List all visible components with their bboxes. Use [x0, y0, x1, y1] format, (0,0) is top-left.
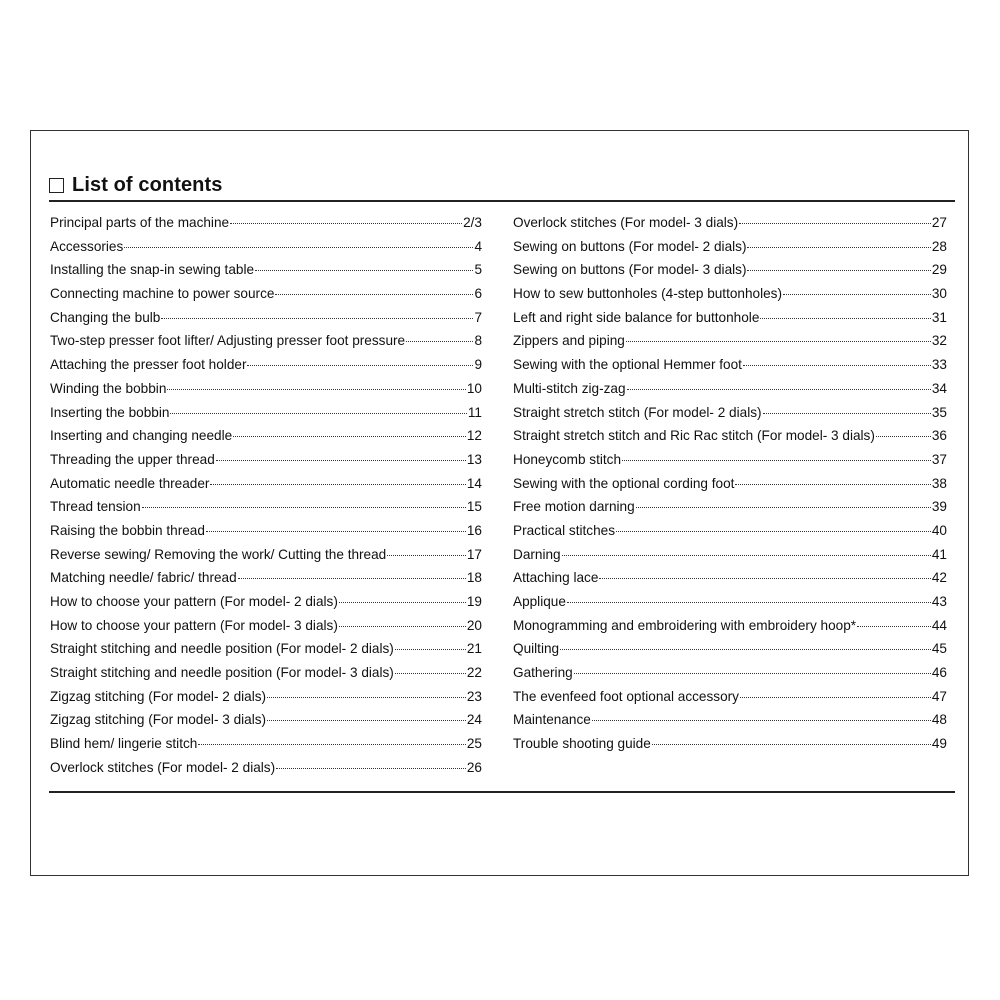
- dot-leader: [652, 744, 931, 745]
- dot-leader: [124, 247, 473, 248]
- toc-entry: [513, 495, 947, 519]
- toc-entry: [513, 637, 947, 661]
- toc-entry: [50, 732, 482, 756]
- toc-entry: [50, 661, 482, 685]
- toc-entry-label: Honeycomb stitch: [513, 451, 622, 467]
- toc-entry-label: Sewing with the optional Hemmer foot: [513, 357, 742, 373]
- toc-entry-page: 11: [467, 404, 482, 420]
- toc-entry: [50, 401, 482, 425]
- toc-entry-label: Sewing on buttons (For model- 3 dials): [513, 262, 747, 278]
- toc-entry-label: Principal parts of the machine: [50, 215, 230, 230]
- toc-entry-label: Practical stitches: [513, 522, 615, 538]
- title-divider: [49, 200, 955, 202]
- toc-entry: [513, 377, 947, 401]
- toc-entry-label: Trouble shooting guide: [513, 736, 651, 752]
- toc-entry-page: 32: [931, 333, 947, 349]
- toc-entry: [50, 306, 482, 330]
- toc-entry-page: 38: [931, 475, 947, 491]
- toc-entry-label: Straight stretch stitch and Ric Rac stitch (For model- 3 dials): [513, 428, 875, 444]
- toc-entry-label: Straight stretch stitch (For model- 2 dials): [513, 404, 762, 420]
- toc-entry: [513, 519, 947, 543]
- dot-leader: [267, 697, 466, 698]
- toc-entry: [513, 211, 947, 235]
- toc-entry-page: 25: [466, 736, 482, 752]
- dot-leader: [876, 436, 931, 437]
- dot-leader: [760, 318, 931, 319]
- toc-entry: [50, 377, 482, 401]
- toc-entry: [50, 519, 482, 543]
- toc-entry-page: 24: [466, 712, 482, 728]
- toc-entry-page: 42: [931, 570, 947, 586]
- toc-entry: [50, 211, 482, 235]
- dot-leader: [567, 602, 931, 603]
- dot-leader: [170, 413, 466, 414]
- toc-entry-page: 35: [931, 404, 947, 420]
- toc-entry-page: 10: [466, 380, 482, 396]
- dot-leader: [562, 555, 931, 556]
- dot-leader: [233, 436, 466, 437]
- toc-entry: [513, 329, 947, 353]
- toc-entry-label: Zippers and piping: [513, 333, 625, 349]
- toc-entry-page: 31: [931, 309, 947, 325]
- toc-entry: [513, 661, 947, 685]
- toc-entry-page: 44: [931, 617, 947, 633]
- dot-leader: [142, 507, 466, 508]
- toc-entry: [50, 235, 482, 259]
- toc-entry-label: Two-step presser foot lifter/ Adjusting presser foot pressure: [50, 333, 406, 349]
- toc-entry-page: 16: [466, 522, 482, 538]
- dot-leader: [161, 318, 473, 319]
- dot-leader: [230, 223, 462, 224]
- toc-entry-page: 37: [931, 451, 947, 467]
- toc-entry-label: Matching needle/ fabric/ thread: [50, 570, 237, 586]
- toc-entry-page: 23: [466, 688, 482, 704]
- toc-entry-label: Overlock stitches (For model- 2 dials): [50, 759, 276, 775]
- dot-leader: [616, 531, 931, 532]
- toc-entry: [50, 614, 482, 638]
- toc-entry: [50, 258, 482, 282]
- dot-leader: [857, 626, 931, 627]
- dot-leader: [627, 389, 931, 390]
- toc-entry-page: 49: [931, 736, 947, 752]
- toc-entry-page: 47: [931, 688, 947, 704]
- dot-leader: [626, 341, 931, 342]
- toc-entry-label: Zigzag stitching (For model- 3 dials): [50, 712, 267, 728]
- toc-entry-page: 19: [466, 594, 482, 609]
- toc-entry: [50, 424, 482, 448]
- toc-entry-label: Applique: [513, 594, 566, 609]
- toc-entry-label: Straight stitching and needle position (For model- 2 dials): [50, 641, 394, 657]
- toc-entry-page: 48: [931, 712, 947, 728]
- toc-entry-page: 12: [466, 428, 482, 444]
- dot-leader: [167, 389, 465, 390]
- dot-leader: [763, 413, 931, 414]
- toc-entry: [513, 448, 947, 472]
- toc-entry: [513, 258, 947, 282]
- toc-entry: [513, 424, 947, 448]
- toc-entry-label: Sewing with the optional cording foot: [513, 475, 735, 491]
- toc-entry-page: 28: [931, 238, 947, 254]
- toc-entry-label: Left and right side balance for buttonhole: [513, 309, 760, 325]
- toc-entry: [513, 543, 947, 567]
- dot-leader: [747, 247, 930, 248]
- toc-entry: [50, 329, 482, 353]
- dot-leader: [275, 294, 473, 295]
- toc-entry-label: Darning: [513, 546, 561, 562]
- dot-leader: [206, 531, 466, 532]
- dot-leader: [267, 720, 466, 721]
- toc-entry: [513, 614, 947, 638]
- dot-leader: [560, 649, 931, 650]
- toc-entry: [50, 756, 482, 780]
- toc-entry-page: 26: [466, 759, 482, 775]
- toc-entry-page: 33: [931, 357, 947, 373]
- toc-entry-label: Multi-stitch zig-zag: [513, 380, 626, 396]
- toc-entry: [513, 732, 947, 756]
- dot-leader: [574, 673, 931, 674]
- toc-entry-label: Thread tension: [50, 499, 141, 515]
- toc-entry-page: 4: [474, 238, 482, 254]
- toc-entry-label: Reverse sewing/ Removing the work/ Cutting the thread: [50, 546, 387, 562]
- toc-entry: [50, 685, 482, 709]
- dot-leader: [636, 507, 931, 508]
- toc-entry-page: 6: [474, 286, 482, 302]
- toc-entry: [513, 590, 947, 614]
- toc-entry: [50, 282, 482, 306]
- toc-entry-label: Quilting: [513, 641, 560, 657]
- toc-entry-page: 13: [466, 451, 482, 467]
- dot-leader: [395, 649, 466, 650]
- toc-entry-page: 34: [931, 380, 947, 396]
- toc-entry: [50, 566, 482, 590]
- dot-leader: [198, 744, 466, 745]
- toc-entry-page: 43: [931, 594, 947, 609]
- toc-entry-label: Overlock stitches (For model- 3 dials): [513, 215, 739, 230]
- toc-entry-page: 30: [931, 286, 947, 302]
- toc-entry: [50, 448, 482, 472]
- toc-entry: [50, 637, 482, 661]
- toc-entry-label: How to sew buttonholes (4-step buttonholes): [513, 286, 783, 302]
- contents-column-left: [50, 211, 482, 780]
- bottom-divider: [49, 791, 955, 793]
- toc-entry-page: 18: [466, 570, 482, 586]
- toc-entry: [513, 306, 947, 330]
- toc-entry-label: The evenfeed foot optional accessory: [513, 688, 739, 704]
- toc-entry-page: 41: [931, 546, 947, 562]
- toc-entry-page: 9: [474, 357, 482, 373]
- title-row: [49, 172, 223, 198]
- dot-leader: [387, 555, 466, 556]
- toc-entry-page: 20: [466, 617, 482, 633]
- toc-entry-page: 21: [466, 641, 482, 657]
- toc-entry-page: 40: [931, 522, 947, 538]
- toc-entry-label: Connecting machine to power source: [50, 286, 275, 302]
- toc-entry-page: 45: [931, 641, 947, 657]
- dot-leader: [599, 578, 930, 579]
- toc-entry-label: Attaching the presser foot holder: [50, 357, 247, 373]
- checkbox-square-icon: [49, 178, 64, 193]
- page-title: List of contents: [72, 173, 223, 196]
- toc-entry: [513, 566, 947, 590]
- dot-leader: [592, 720, 931, 721]
- toc-entry: [50, 495, 482, 519]
- toc-entry-page: 36: [931, 428, 947, 444]
- toc-entry: [513, 685, 947, 709]
- toc-entry-label: Free motion darning: [513, 499, 635, 515]
- dot-leader: [210, 484, 465, 485]
- dot-leader: [395, 673, 466, 674]
- toc-entry-label: Automatic needle threader: [50, 475, 210, 491]
- toc-entry-label: Accessories: [50, 238, 124, 254]
- toc-entry-page: 17: [466, 546, 482, 562]
- toc-entry-label: Monogramming and embroidering with embroidery hoop*: [513, 617, 857, 633]
- dot-leader: [739, 223, 931, 224]
- toc-entry-page: 5: [474, 262, 482, 278]
- toc-entry: [513, 401, 947, 425]
- toc-entry-label: Threading the upper thread: [50, 451, 215, 467]
- toc-entry-label: How to choose your pattern (For model- 3 dials): [50, 617, 338, 633]
- toc-entry: [513, 708, 947, 732]
- dot-leader: [740, 697, 931, 698]
- toc-entry-label: Straight stitching and needle position (For model- 3 dials): [50, 665, 394, 681]
- dot-leader: [783, 294, 931, 295]
- toc-entry: [513, 472, 947, 496]
- toc-entry-label: Changing the bulb: [50, 309, 161, 325]
- toc-entry-page: 39: [931, 499, 947, 515]
- dot-leader: [406, 341, 473, 342]
- toc-entry-page: 22: [466, 665, 482, 681]
- toc-entry-page: 8: [474, 333, 482, 349]
- toc-entry: [513, 235, 947, 259]
- toc-entry-page: 2/3: [463, 215, 482, 230]
- toc-entry-page: 27: [931, 215, 947, 230]
- toc-entry-label: Zigzag stitching (For model- 2 dials): [50, 688, 267, 704]
- toc-entry-label: Winding the bobbin: [50, 380, 167, 396]
- toc-entry-label: How to choose your pattern (For model- 2 dials): [50, 594, 338, 609]
- dot-leader: [339, 602, 466, 603]
- dot-leader: [247, 365, 473, 366]
- toc-entry: [513, 353, 947, 377]
- dot-leader: [747, 270, 930, 271]
- toc-entry-label: Gathering: [513, 665, 573, 681]
- dot-leader: [255, 270, 473, 271]
- toc-entry-label: Installing the snap-in sewing table: [50, 262, 255, 278]
- toc-entry-page: 7: [474, 309, 482, 325]
- toc-entry-page: 46: [931, 665, 947, 681]
- dot-leader: [216, 460, 466, 461]
- toc-entry-page: 15: [466, 499, 482, 515]
- toc-entry: [50, 543, 482, 567]
- contents-column-right: [513, 211, 947, 756]
- toc-entry: [50, 353, 482, 377]
- toc-entry: [50, 590, 482, 614]
- dot-leader: [743, 365, 931, 366]
- dot-leader: [238, 578, 466, 579]
- dot-leader: [276, 768, 466, 769]
- toc-entry-label: Sewing on buttons (For model- 2 dials): [513, 238, 747, 254]
- dot-leader: [735, 484, 930, 485]
- toc-entry-label: Inserting and changing needle: [50, 428, 233, 444]
- toc-entry-page: 29: [931, 262, 947, 278]
- toc-entry-page: 14: [466, 475, 482, 491]
- toc-entry-label: Attaching lace: [513, 570, 599, 586]
- toc-entry: [50, 472, 482, 496]
- toc-entry: [50, 708, 482, 732]
- toc-entry-label: Inserting the bobbin: [50, 404, 170, 420]
- toc-entry: [513, 282, 947, 306]
- dot-leader: [339, 626, 466, 627]
- toc-entry-label: Maintenance: [513, 712, 591, 728]
- dot-leader: [622, 460, 931, 461]
- toc-entry-label: Blind hem/ lingerie stitch: [50, 736, 198, 752]
- toc-entry-label: Raising the bobbin thread: [50, 522, 205, 538]
